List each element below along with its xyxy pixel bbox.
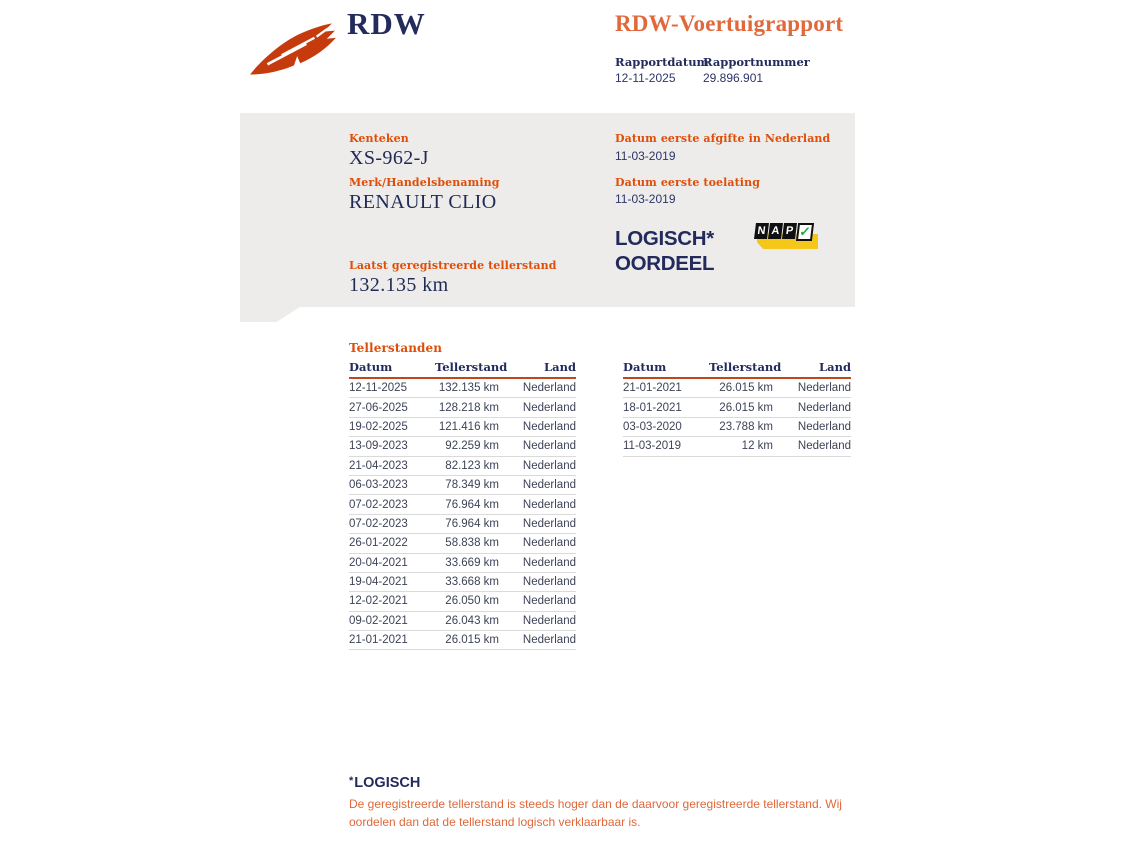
tellerstanden-table-right <box>623 360 851 457</box>
footnote-asterisk: * <box>349 775 354 787</box>
datum-cell: 03-03-2020 <box>623 420 682 433</box>
nap-letter-a: A <box>768 223 783 239</box>
table-row <box>349 534 576 553</box>
land-cell: Nederland <box>522 382 576 395</box>
rapportdatum-value: 12-11-2025 <box>615 71 676 85</box>
table-row <box>349 495 576 514</box>
datum-cell: 12-11-2025 <box>349 382 407 395</box>
tellerstand-cell: 58.838 km <box>445 537 499 550</box>
kenteken-label: Kenteken <box>349 132 409 145</box>
column-header: Tellerstand <box>709 360 782 374</box>
tellerstand-cell: 128.218 km <box>438 401 499 414</box>
datum-cell: 12-02-2021 <box>349 595 408 608</box>
table-row <box>623 437 851 456</box>
land-cell: Nederland <box>522 459 576 472</box>
panel-corner-tail <box>240 307 300 322</box>
land-cell: Nederland <box>797 382 851 395</box>
datum-cell: 21-01-2021 <box>623 382 682 395</box>
tellerstand-cell: 26.043 km <box>445 614 499 627</box>
column-header: Land <box>544 360 576 374</box>
land-cell: Nederland <box>522 634 576 647</box>
table-header-row <box>623 360 851 379</box>
nap-logo <box>755 223 821 251</box>
tellerstand-cell: 26.015 km <box>445 634 499 647</box>
oordeel-line2: OORDEEL <box>615 252 715 275</box>
land-cell: Nederland <box>522 440 576 453</box>
land-cell: Nederland <box>522 420 576 433</box>
table-row <box>349 457 576 476</box>
tellerstand-cell: 12 km <box>741 440 773 453</box>
datum-cell: 09-02-2021 <box>349 614 408 627</box>
datum-cell: 18-01-2021 <box>623 401 682 414</box>
oordeel-line1: LOGISCH* <box>615 227 714 250</box>
datum-cell: 06-03-2023 <box>349 479 408 492</box>
tellerstanden-table-left <box>349 360 576 650</box>
tellerstand-cell: 76.964 km <box>445 517 499 530</box>
datum-eerste-toelating-value: 11-03-2019 <box>615 192 676 206</box>
kenteken-value: XS-962-J <box>349 147 429 169</box>
column-header: Datum <box>623 360 667 374</box>
table-row <box>623 418 851 437</box>
footnote-title-text: LOGISCH <box>354 775 421 791</box>
table-row <box>623 379 851 398</box>
rapportdatum-label: Rapportdatum <box>615 55 709 69</box>
table-row <box>349 573 576 592</box>
table-row <box>349 515 576 534</box>
datum-cell: 21-01-2021 <box>349 634 408 647</box>
merk-label: Merk/Handelsbenaming <box>349 176 500 189</box>
table-row <box>349 612 576 631</box>
datum-eerste-afgifte-label: Datum eerste afgifte in Nederland <box>615 132 831 145</box>
table-row <box>623 398 851 417</box>
nap-letter-n: N <box>754 223 769 239</box>
datum-cell: 21-04-2023 <box>349 459 408 472</box>
tellerstand-cell: 78.349 km <box>445 479 499 492</box>
land-cell: Nederland <box>522 517 576 530</box>
land-cell: Nederland <box>522 595 576 608</box>
tellerstand-cell: 26.015 km <box>719 382 773 395</box>
datum-eerste-afgifte-value: 11-03-2019 <box>615 149 676 163</box>
tellerstand-cell: 33.669 km <box>445 556 499 569</box>
tellerstand-cell: 121.416 km <box>438 420 499 433</box>
table-row <box>349 398 576 417</box>
land-cell: Nederland <box>797 420 851 433</box>
table-row <box>349 554 576 573</box>
table-row <box>349 437 576 456</box>
table-row <box>349 631 576 650</box>
oordeel-verdict <box>615 226 714 276</box>
tellerstand-cell: 23.788 km <box>719 420 773 433</box>
datum-cell: 19-02-2025 <box>349 420 408 433</box>
land-cell: Nederland <box>522 479 576 492</box>
laatste-tellerstand-label: Laatst geregistreerde tellerstand <box>349 259 557 272</box>
vehicle-summary-panel <box>240 113 855 307</box>
nap-letter-p: P <box>782 223 797 239</box>
tellerstand-cell: 132.135 km <box>438 382 499 395</box>
column-header: Datum <box>349 360 393 374</box>
datum-cell: 20-04-2021 <box>349 556 408 569</box>
table-row <box>349 379 576 398</box>
datum-cell: 11-03-2019 <box>623 440 681 453</box>
datum-eerste-toelating-label: Datum eerste toelating <box>615 176 760 189</box>
table-header-row <box>349 360 576 379</box>
nap-check-icon: ✓ <box>796 223 814 241</box>
rapportnummer-value: 29.896.901 <box>703 71 764 85</box>
tellerstand-cell: 76.964 km <box>445 498 499 511</box>
column-header: Land <box>819 360 851 374</box>
column-header: Tellerstand <box>435 360 508 374</box>
tellerstanden-section-title: Tellerstanden <box>349 341 443 355</box>
tellerstand-cell: 92.259 km <box>445 440 499 453</box>
land-cell: Nederland <box>522 576 576 589</box>
rdw-logo-icon <box>247 21 337 79</box>
report-title: RDW-Voertuigrapport <box>615 11 844 36</box>
rdw-wordmark: RDW <box>347 6 426 41</box>
merk-value: RENAULT CLIO <box>349 191 497 213</box>
land-cell: Nederland <box>522 537 576 550</box>
datum-cell: 07-02-2023 <box>349 517 408 530</box>
table-row <box>349 592 576 611</box>
tellerstand-cell: 26.050 km <box>445 595 499 608</box>
land-cell: Nederland <box>522 614 576 627</box>
datum-cell: 19-04-2021 <box>349 576 408 589</box>
laatste-tellerstand-value: 132.135 km <box>349 274 449 296</box>
table-row <box>349 476 576 495</box>
land-cell: Nederland <box>797 401 851 414</box>
datum-cell: 07-02-2023 <box>349 498 408 511</box>
datum-cell: 27-06-2025 <box>349 401 408 414</box>
land-cell: Nederland <box>797 440 851 453</box>
datum-cell: 13-09-2023 <box>349 440 408 453</box>
land-cell: Nederland <box>522 401 576 414</box>
rapportnummer-label: Rapportnummer <box>703 55 810 69</box>
logisch-footnote-text: De geregistreerde tellerstand is steeds hoger dan de daarvoor geregistreerde tellerstand. Wij oordelen dan dat de tellerstand logisch verklaarbaar is. <box>349 797 842 829</box>
logisch-footnote-title <box>349 775 420 791</box>
tellerstand-cell: 82.123 km <box>445 459 499 472</box>
tellerstand-cell: 33.668 km <box>445 576 499 589</box>
land-cell: Nederland <box>522 556 576 569</box>
table-row <box>349 418 576 437</box>
land-cell: Nederland <box>522 498 576 511</box>
tellerstand-cell: 26.015 km <box>719 401 773 414</box>
nap-letter-tiles <box>755 223 813 241</box>
datum-cell: 26-01-2022 <box>349 537 408 550</box>
